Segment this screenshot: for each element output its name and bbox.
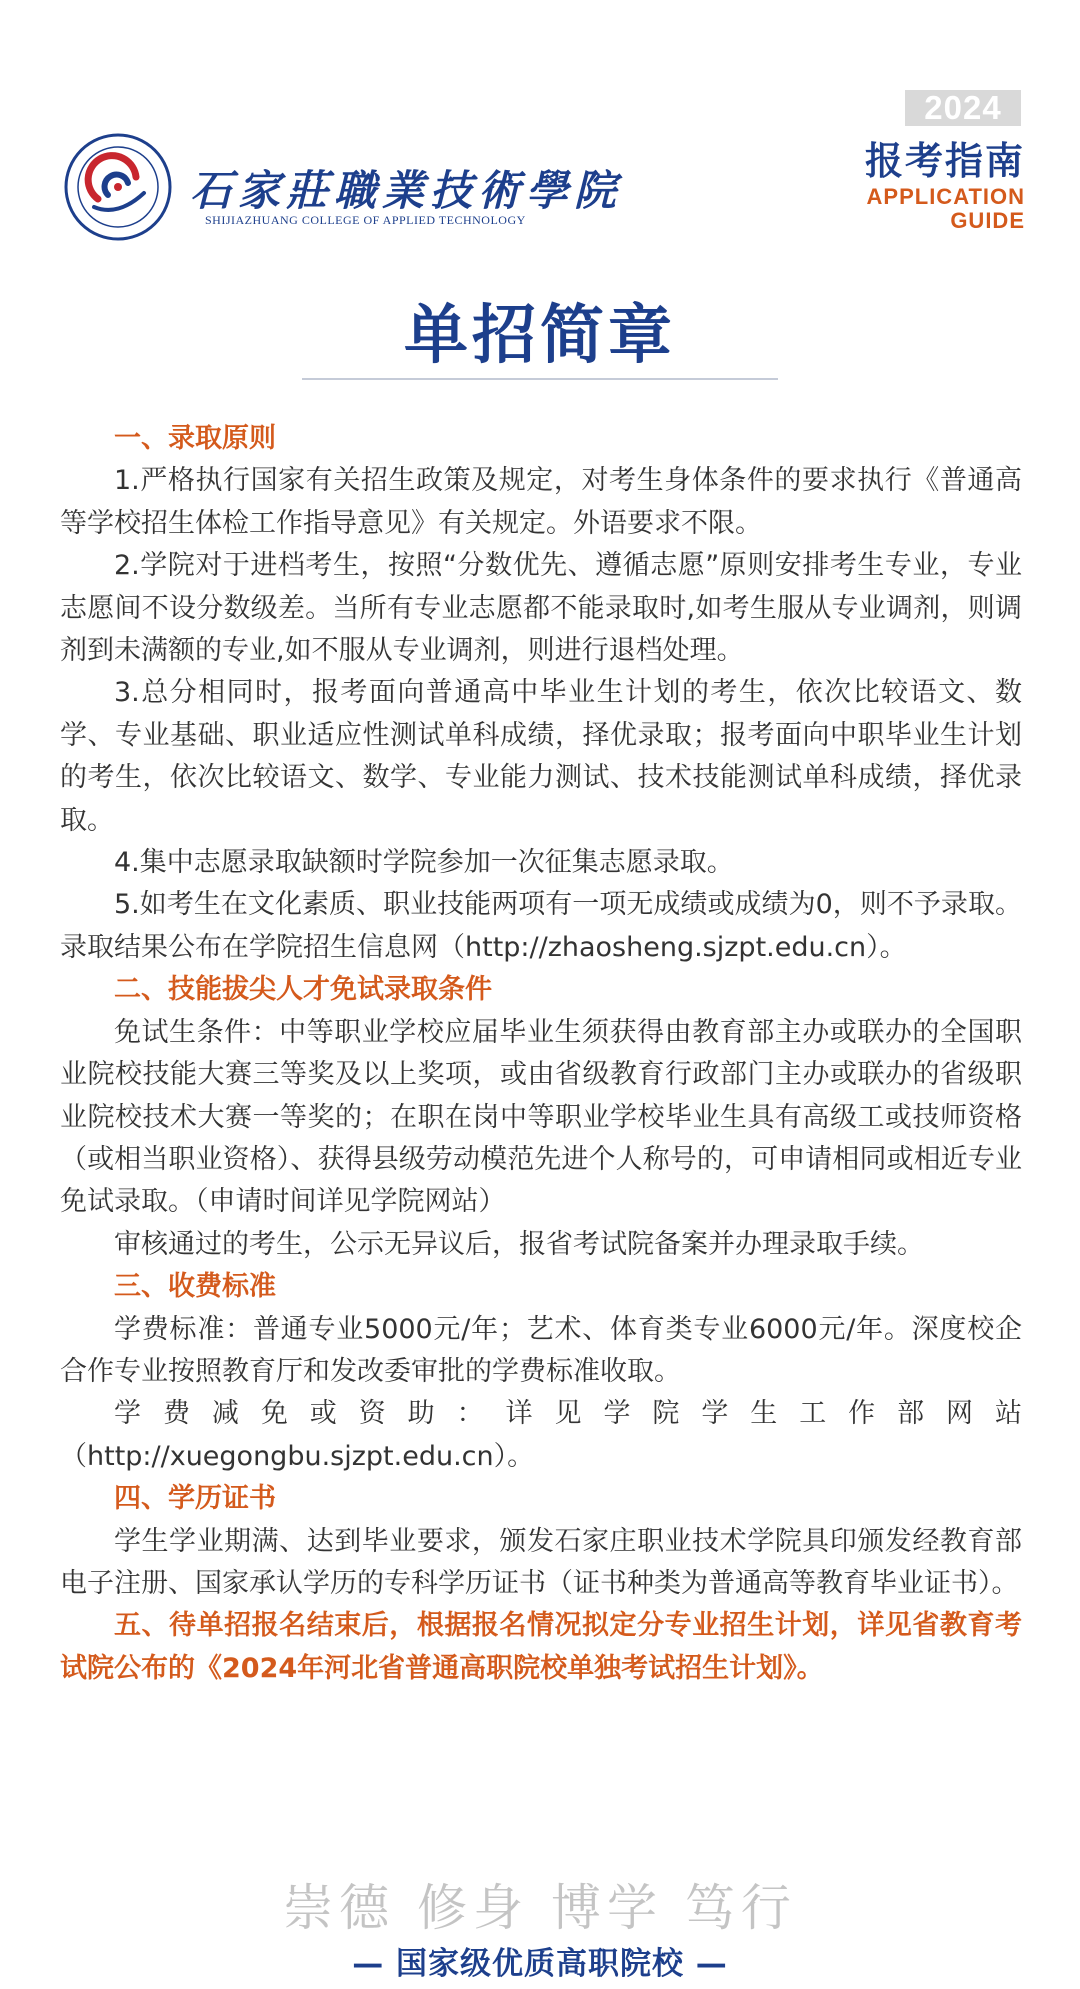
paragraph: 学费减免或资助：详见学院学生工作部网站	[114, 1398, 1022, 1430]
college-emblem-icon	[64, 133, 172, 241]
paragraph: 免试生条件：中等职业学校应届毕业生须获得由教育部主办或联办的全国职业院校技能大赛三等奖及以上奖项，或由省级教育行政部门主办或联办的省级职业院校技术大赛一等奖的；在职在岗中等职业学校毕业生具有高级工或技师资格（或相当职业资格）、获得县级劳动模范先进个人称号的，可申请相同或相近专业免试录取。（申请时间详见学院网站）	[60, 1016, 1022, 1218]
paragraph: （http://xuegongbu.sjzpt.edu.cn）。	[60, 1440, 535, 1472]
document-body	[60, 418, 1022, 1690]
footer-tagline: — 国家级优质高职院校 —	[352, 1946, 728, 1982]
guide-title-en-line1: APPLICATION	[866, 184, 1025, 209]
paragraph: 2.学院对于进档考生，按照“分数优先、遵循志愿”原则安排考生专业，专业志愿间不设分数级差。当所有专业志愿都不能录取时,如考生服从专业调剂，则调剂到未满额的专业,如不服从专业调剂，则进行退档处理。	[60, 550, 1022, 667]
college-name-cn: 石家莊職業技術學院	[190, 166, 623, 215]
college-motto: 崇德 修身 博学 笃行	[283, 1879, 797, 1937]
section-heading-exam-exemption: 二、技能拔尖人才免试录取条件	[114, 974, 492, 1006]
section-heading-admission-principles: 一、录取原则	[114, 423, 276, 454]
guide-title-en	[780, 185, 1025, 233]
year-badge: 2024	[905, 90, 1021, 126]
section-heading-diploma: 四、学历证书	[114, 1483, 276, 1515]
enrollment-plan-notice: 五、待单招报名结束后，根据报名情况拟定分专业招生计划，详见省教育考试院公布的《2024年河北省普通高职院校单独考试招生计划》。	[60, 1610, 1022, 1684]
paragraph: 4.集中志愿录取缺额时学院参加一次征集志愿录取。	[114, 847, 734, 879]
paragraph: 审核通过的考生，公示无异议后，报省考试院备案并办理录取手续。	[114, 1228, 924, 1260]
paragraph: 5.如考生在文化素质、职业技能两项有一项无成绩或成绩为0，则不予录取。录取结果公布在学院招生信息网（http://zhaosheng.sjzpt.edu.cn）。	[60, 889, 1022, 963]
paragraph: 学费标准：普通专业5000元/年；艺术、体育类专业6000元/年。深度校企合作专业按照教育厅和发改委审批的学费标准收取。	[60, 1313, 1022, 1387]
college-name-en: SHIJIAZHUANG COLLEGE OF APPLIED TECHNOLOGY	[205, 213, 526, 227]
paragraph: 1.严格执行国家有关招生政策及规定，对考生身体条件的要求执行《普通高等学校招生体检工作指导意见》有关规定。外语要求不限。	[60, 465, 1022, 539]
title-divider	[302, 378, 778, 380]
section-heading-fees: 三、收费标准	[114, 1271, 276, 1303]
guide-title-cn: 报考指南	[864, 139, 1025, 183]
page-title: 单招简章	[404, 299, 676, 373]
guide-title-en-line2: GUIDE	[950, 208, 1025, 233]
paragraph: 3.总分相同时，报考面向普通高中毕业生计划的考生，依次比较语文、数学、专业基础、职业适应性测试单科成绩，择优录取；报考面向中职毕业生计划的考生，依次比较语文、数学、专业能力测试、技术技能测试单科成绩，择优录取。	[60, 677, 1022, 836]
paragraph: 学生学业期满、达到毕业要求，颁发石家庄职业技术学院具印颁发经教育部电子注册、国家承认学历的专科学历证书（证书种类为普通高等教育毕业证书）。	[60, 1525, 1022, 1599]
page-header	[0, 0, 1080, 260]
